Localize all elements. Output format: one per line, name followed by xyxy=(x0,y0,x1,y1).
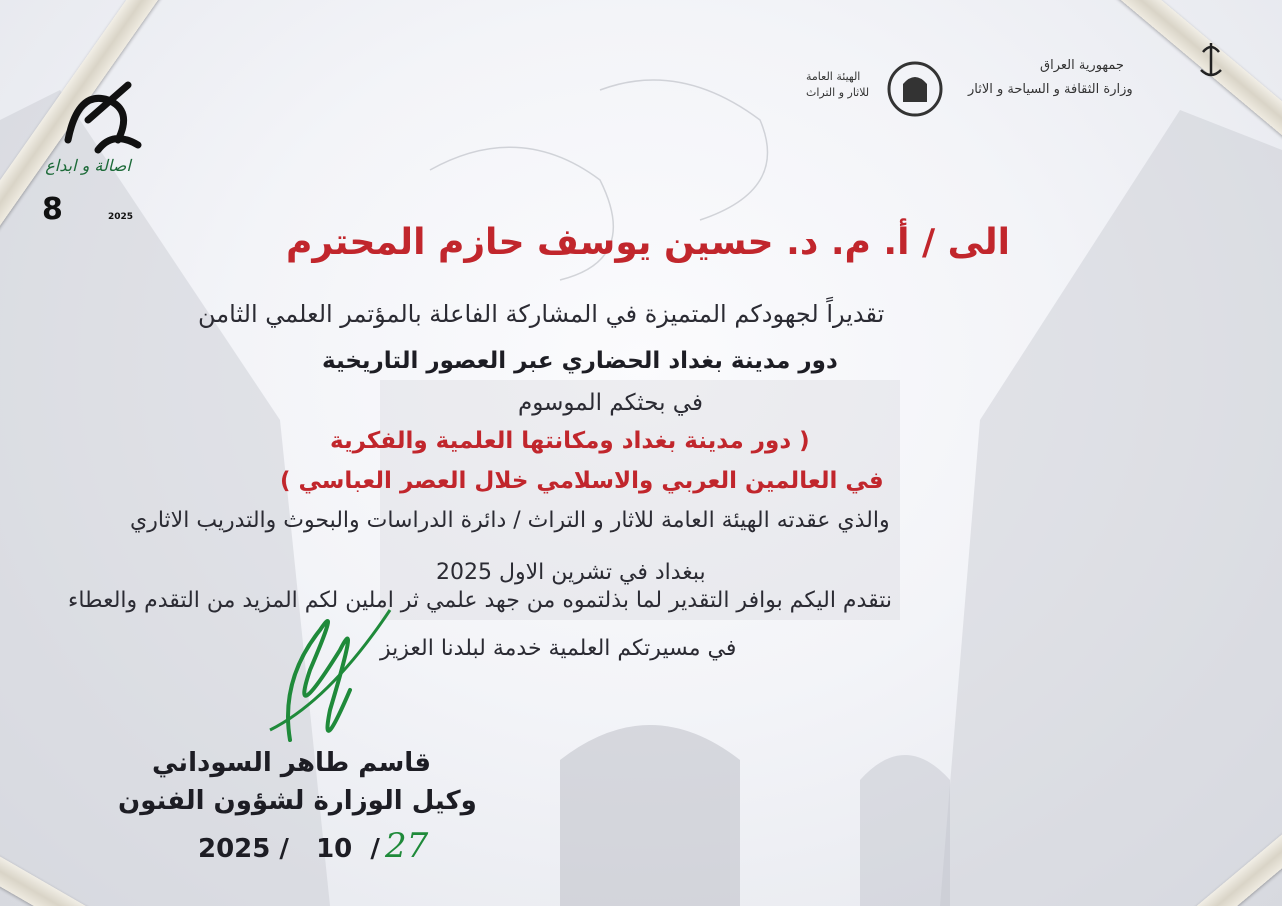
ministry-emblem-icon xyxy=(1196,40,1226,84)
signatory-name: قاسم طاهر السوداني xyxy=(152,748,432,778)
research-title-line-2: في العالمين العربي والاسلامي خلال العصر العباسي ) xyxy=(280,468,884,494)
conference-logo-text: اصالة و ابداع xyxy=(45,156,131,175)
conference-logo xyxy=(38,70,148,240)
body-line-3: في بحثكم الموسوم xyxy=(518,390,703,416)
authority-emblem-icon xyxy=(886,60,944,122)
date-printed: 2025 / 10 / xyxy=(198,834,380,864)
body-line-1: تقديراً لجهودكم المتميزة في المشاركة الفاعلة بالمؤتمر العلمي الثامن xyxy=(198,300,885,328)
ministry-name-line2: وزارة الثقافة و السياحة و الاثار xyxy=(968,82,1133,97)
body-line-4: والذي عقدته الهيئة العامة للاثار و التراث / دائرة الدراسات والبحوث والتدريب الاثاري xyxy=(130,508,890,533)
signature-date xyxy=(198,826,428,866)
conference-year: 2025 xyxy=(108,212,134,222)
research-title-line-1: ( دور مدينة بغداد ومكانتها العلمية والفكرية xyxy=(330,428,810,454)
body-line-2: دور مدينة بغداد الحضاري عبر العصور التاريخية xyxy=(322,348,838,374)
ministry-name-line1: جمهورية العراق xyxy=(1040,58,1124,73)
conference-number: 8 xyxy=(42,192,63,227)
signatory-title: وكيل الوزارة لشؤون الفنون xyxy=(118,786,477,816)
body-line-5: ببغداد في تشرين الاول 2025 xyxy=(436,560,706,585)
authority-name-line1: الهيئة العامة xyxy=(806,70,861,83)
recipient-line: الى / أ. م. د. حسين يوسف حازم المحترم xyxy=(286,222,1010,263)
authority-name-line2: للاثار و التراث xyxy=(806,86,870,99)
calligraphy-logo-icon xyxy=(38,70,148,160)
body-line-6: نتقدم اليكم بوافر التقدير لما بذلتموه من جهد علمي ثر املين لكم المزيد من التقدم والعطاء xyxy=(68,588,892,613)
body-line-7: في مسيرتكم العلمية خدمة لبلدنا العزيز xyxy=(380,636,737,661)
date-handwritten-day: 27 xyxy=(384,826,429,866)
